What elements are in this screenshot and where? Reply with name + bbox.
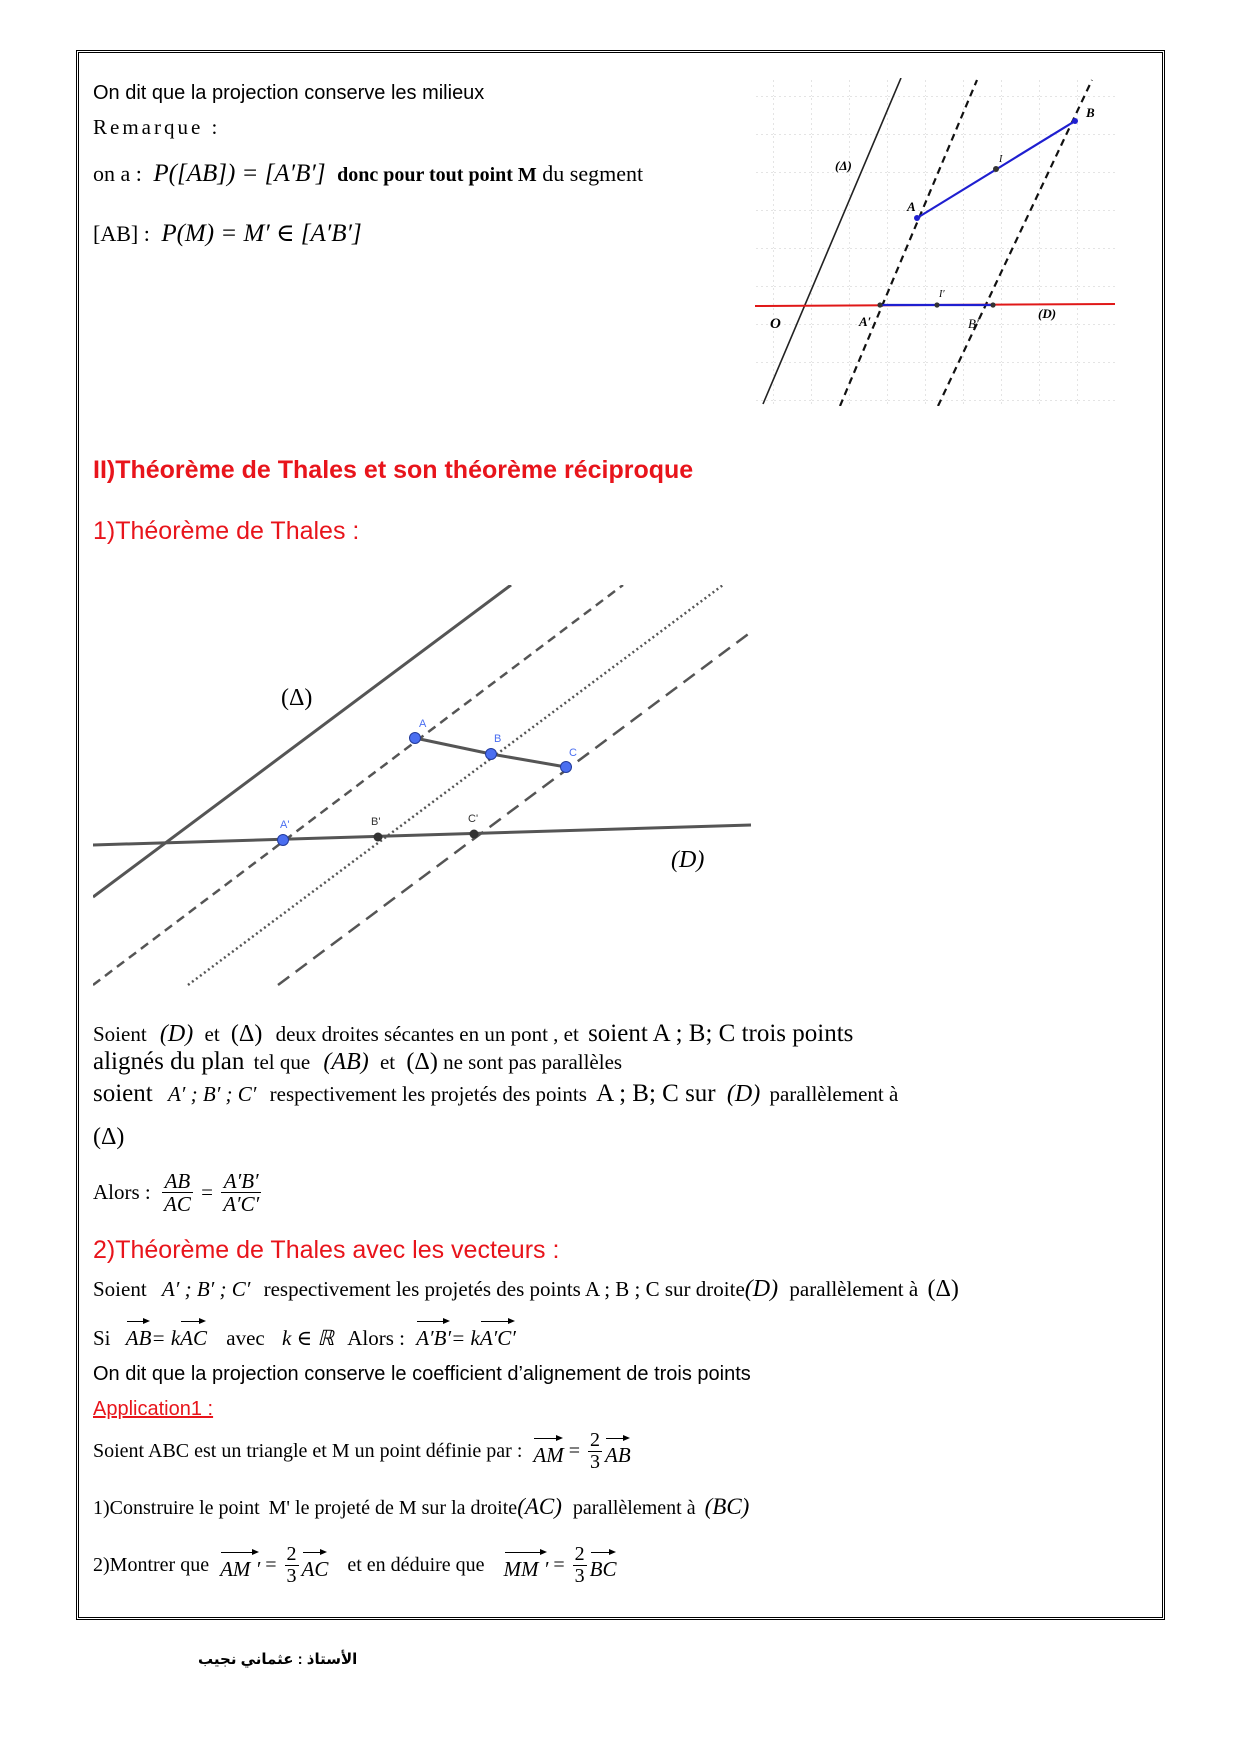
point-a-prime — [877, 302, 882, 307]
ratio-left-num: AB — [162, 1170, 193, 1193]
projected-points: A′ ; B′ ; C′ — [161, 1277, 251, 1301]
theorem-line-1 — [93, 1020, 853, 1048]
equals-sign: = — [201, 1180, 213, 1205]
vectors-line-2 — [93, 1318, 516, 1351]
point-b — [486, 749, 497, 760]
et-text-2: et — [379, 1050, 396, 1074]
q1-middle: M' le projeté de M sur la droite — [268, 1497, 518, 1519]
et-text: et — [204, 1022, 220, 1046]
label-a: A — [907, 199, 916, 214]
delta-symbol-2: (Δ) — [406, 1049, 438, 1075]
d-symbol: (D) — [744, 1276, 779, 1302]
vector-am: AM — [533, 1435, 563, 1468]
k-in-r: k ∈ ℝ — [281, 1326, 334, 1350]
equals-k: = k — [151, 1326, 181, 1350]
point-i — [993, 166, 999, 172]
grid — [755, 78, 1115, 406]
vector-ac: AC — [180, 1318, 207, 1351]
label-b-prime: B' — [371, 816, 381, 828]
alignes-text: alignés du plan — [93, 1048, 245, 1075]
ne-sont-text: ne sont pas parallèles — [443, 1050, 623, 1074]
delta-symbol: (Δ) — [230, 1021, 263, 1047]
author-signature: الأستاذ : عثماني نجيب — [198, 1651, 358, 1668]
label-a-prime: A′ — [859, 314, 872, 329]
ab-label: [AB] : — [93, 221, 150, 246]
application-title: Application1 : — [93, 1398, 214, 1420]
intro-point-line — [93, 218, 362, 248]
label-d: (D) — [1038, 306, 1057, 321]
fraction-two-thirds — [285, 1544, 299, 1587]
subsection-title-2: 2)Théorème de Thales avec les vecteurs : — [93, 1236, 560, 1264]
parallelement-text: parallèlement à — [789, 1277, 919, 1301]
label-i-prime: I′ — [939, 289, 945, 300]
point-b-prime — [990, 302, 995, 307]
avec-text: avec — [226, 1326, 265, 1350]
fraction-two-thirds — [588, 1430, 602, 1473]
label-delta: (Δ) — [281, 685, 313, 711]
projection-segment-equation: P([AB]) = [A′B′] — [153, 160, 326, 187]
application-statement: Soient ABC est un triangle et M un point définie par : — [93, 1440, 523, 1462]
theorem-line-2 — [93, 1048, 622, 1076]
fraction-two-thirds-2 — [573, 1544, 587, 1587]
on-a-label: on a : — [93, 161, 142, 186]
point-b — [1072, 118, 1078, 124]
line-bc: (BC) — [704, 1494, 750, 1519]
soient-text: Soient — [93, 1022, 147, 1046]
label-b: B — [1086, 105, 1095, 120]
points-text: soient A ; B; C trois points — [588, 1020, 854, 1047]
secantes-text: deux droites sécantes en un pont , et — [275, 1022, 579, 1046]
vector-apcp: A′C′ — [480, 1318, 516, 1351]
thales-ratio — [93, 1170, 264, 1215]
donc-text: donc pour tout point M — [337, 164, 537, 186]
si-text: Si — [93, 1326, 111, 1350]
numerator: 2 — [286, 1543, 297, 1565]
line-ac: (AC) — [517, 1494, 562, 1519]
subsection-title-1: 1)Théorème de Thales : — [93, 517, 360, 545]
label-i: I — [999, 154, 1003, 165]
denominator: 3 — [574, 1565, 585, 1587]
ab-line-symbol: (AB) — [323, 1049, 369, 1075]
label-c-prime: C' — [468, 813, 479, 825]
projection-line-b — [188, 585, 723, 985]
equals-sign: = — [568, 1440, 580, 1462]
alors-text: Alors : — [347, 1326, 405, 1350]
equals-sign: = — [265, 1554, 277, 1576]
ratio-right — [221, 1170, 261, 1215]
delta-symbol: (Δ) — [927, 1276, 959, 1302]
abc-text: A ; B; C sur — [596, 1080, 716, 1107]
soient-text-3: soient — [93, 1080, 153, 1107]
point-c — [561, 762, 572, 773]
ratio-left-den: AC — [164, 1192, 191, 1217]
projection-point-equation: P(M) = M′ ∈ [A′B′] — [161, 220, 362, 247]
ratio-right-den: A′C′ — [223, 1192, 260, 1217]
question-1 — [93, 1494, 749, 1520]
remark-heading: Remarque : — [93, 115, 221, 139]
intro-line: On dit que la projection conserve les milieux — [93, 82, 485, 104]
vector-ac: AC — [302, 1549, 329, 1582]
point-c-prime — [470, 830, 479, 839]
thales-figure — [93, 585, 763, 990]
tel-que-text: tel que — [253, 1050, 311, 1074]
vector-ab: AB — [605, 1435, 631, 1468]
denominator: 3 — [590, 1451, 600, 1473]
projection-line-c — [278, 632, 751, 985]
d-symbol-2: (D) — [726, 1081, 761, 1107]
conclusion-text: On dit que la projection conserve le coefficient d’alignement de trois points — [93, 1363, 751, 1385]
point-b-prime — [374, 833, 383, 842]
segment-bc — [491, 754, 566, 767]
q2-middle: et en déduire que — [347, 1554, 485, 1576]
vector-mm-prime: MM ′ — [504, 1549, 549, 1582]
label-a: A — [419, 718, 427, 730]
vector-apbp: A′B′ — [416, 1318, 451, 1351]
delta-symbol-3: (Δ) — [93, 1124, 125, 1150]
label-b: B — [494, 733, 502, 745]
theorem-line-3 — [93, 1080, 898, 1108]
equals-sign-2: = — [553, 1554, 565, 1576]
point-i-prime — [934, 302, 939, 307]
q1-end: parallèlement à — [572, 1497, 696, 1519]
label-d: (D) — [671, 847, 705, 873]
segment-ab — [415, 738, 491, 754]
label-b-prime: B′ — [968, 316, 979, 331]
label-o: O — [770, 316, 781, 332]
respectivement-text: respectivement les projetés des points A ; B ; C sur droite — [263, 1277, 745, 1301]
label-c: C — [569, 747, 577, 759]
label-delta: (Δ) — [835, 158, 852, 173]
delta-line — [93, 585, 511, 897]
du-segment-text: du segment — [542, 161, 644, 186]
ratio-left — [162, 1170, 193, 1215]
application-line-1 — [93, 1430, 631, 1473]
vector-ab: AB — [126, 1318, 152, 1351]
respectivement-text: respectivement les projetés des points — [269, 1082, 587, 1106]
line-d — [93, 825, 751, 845]
ratio-right-num: A′B′ — [221, 1170, 261, 1193]
question-2 — [93, 1544, 617, 1587]
vector-am-prime: AM ′ — [220, 1549, 260, 1582]
point-a — [410, 733, 421, 744]
d-symbol: (D) — [159, 1021, 194, 1047]
projected-points: A′ ; B′ ; C′ — [167, 1082, 257, 1106]
vectors-line-1 — [93, 1276, 959, 1303]
soient-text: Soient — [93, 1277, 147, 1301]
section-title: II)Théorème de Thales et son théorème réciproque — [93, 456, 694, 484]
label-a-prime: A' — [280, 819, 290, 831]
alors-text: Alors : — [93, 1180, 151, 1205]
numerator: 2 — [590, 1429, 600, 1451]
point-a-prime — [278, 835, 289, 846]
q2-start: 2)Montrer que — [93, 1554, 210, 1576]
equals-k-2: = k — [451, 1326, 480, 1350]
q1-start: 1)Construire le point — [93, 1497, 260, 1519]
point-a — [914, 215, 920, 221]
intro-formula-line — [93, 160, 643, 188]
vector-bc: BC — [590, 1549, 617, 1582]
parallelement-text: parallèlement à — [769, 1082, 899, 1106]
projection-figure — [755, 78, 1115, 406]
numerator: 2 — [574, 1543, 585, 1565]
denominator: 3 — [286, 1565, 297, 1587]
